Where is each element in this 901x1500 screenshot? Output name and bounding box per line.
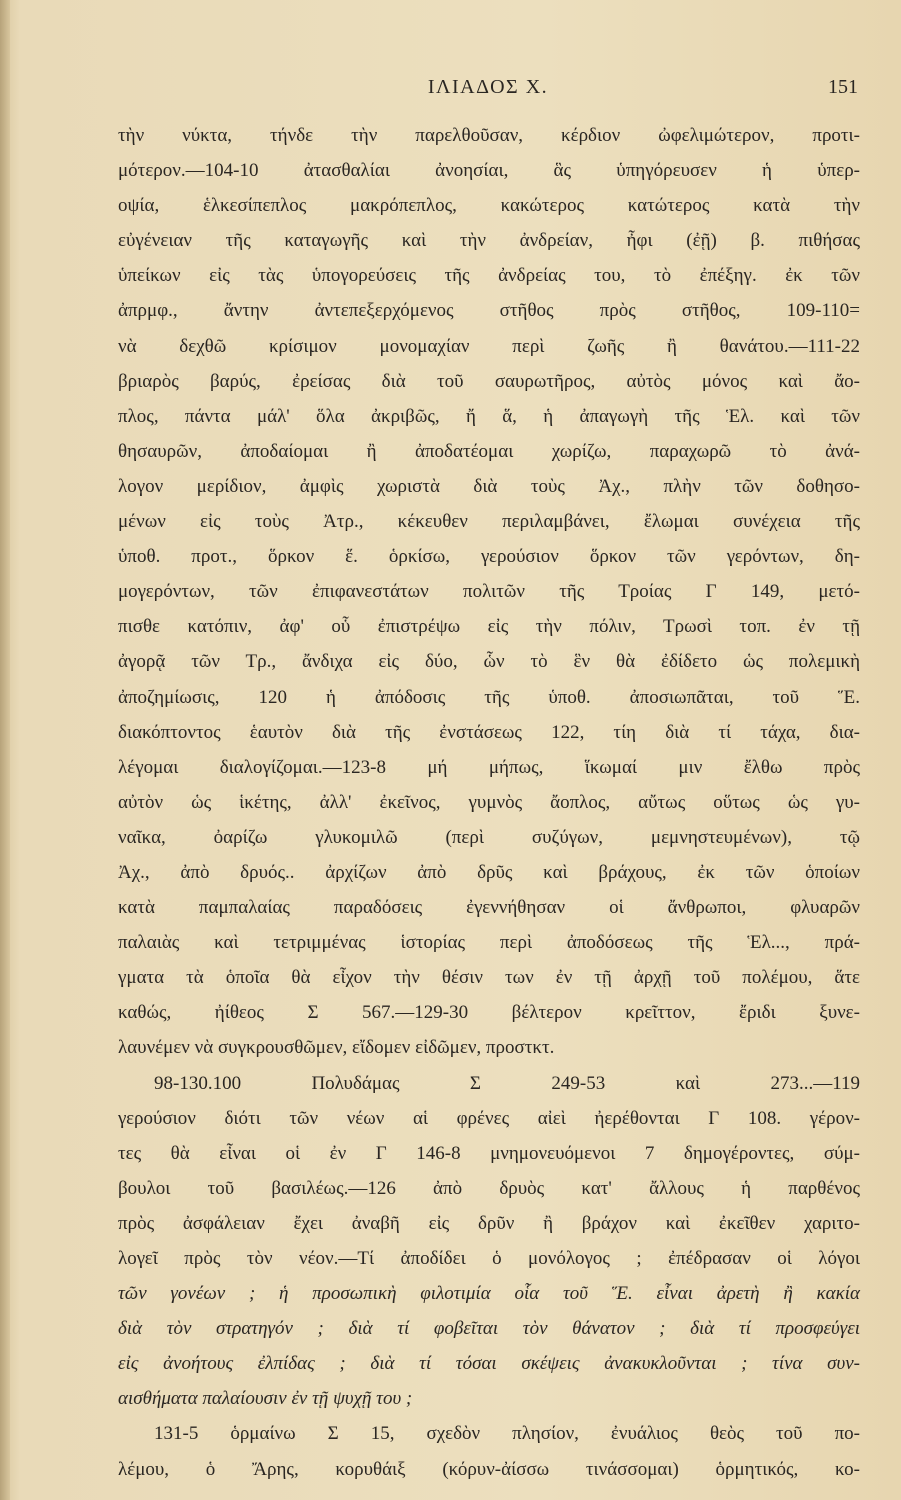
text-line: λέγομαι διαλογίζομαι.—123-8 μή μήπως, ἵκωμαί μιν ἔλθω πρὸς	[118, 756, 860, 778]
question-line: διὰ τὸν στρατηγόν ; διὰ τί φοβεῖται τὸν θάνατον ; διὰ τί προσφεύγει	[118, 1318, 860, 1340]
text-line: διακόπτοντος ἑαυτὸν διὰ τῆς ἐνστάσεως 122, τίη διὰ τί τάχα, δια-	[118, 721, 860, 743]
question-line: τῶν γονέων ; ἡ προσωπικὴ φιλοτιμία οἷα τοῦ Ἕ. εἶναι ἀρετὴ ἢ κακία	[118, 1283, 860, 1305]
text-line: κατὰ παμπαλαίας παραδόσεις ἐγεννήθησαν οἱ ἄνθρωποι, φλυαρῶν	[118, 897, 860, 919]
text-line: Ἀχ., ἀπὸ δρυός.. ἀρχίζων ἀπὸ δρῦς καὶ βράχους, ἐκ τῶν ὁποίων	[118, 861, 860, 883]
text-line: ἀπρμφ., ἄντην ἀντεπεξερχόμενος στῆθος πρὸς στῆθος, 109-110=	[118, 300, 860, 322]
question-line: αισθήματα παλαίουσιν ἐν τῇ ψυχῇ του ;	[118, 1388, 413, 1410]
text-line: βριαρὸς βαρύς, ἐρείσας διὰ τοῦ σαυρωτῆρος, αὐτὸς μόνος καὶ ἄο-	[118, 370, 860, 392]
text-line: λαυνέμεν νὰ συγκρουσθῶμεν, εἴδομεν εἰδῶμεν, προστκτ.	[118, 1037, 555, 1059]
text-line: γερούσιον διότι τῶν νέων αἱ φρένες αἰεὶ ἠερέθονται Γ 108. γέρον-	[118, 1107, 860, 1129]
text-line: εὐγένειαν τῆς καταγωγῆς καὶ τὴν ἀνδρείαν, ἦφι (ἐῇ) β. πιθήσας	[118, 230, 860, 252]
text-line: λογον μερίδιον, ἀμφὶς χωριστὰ διὰ τοὺς Ἀχ., πλὴν τῶν δοθησο-	[118, 475, 860, 497]
text-line: λέμου, ὁ Ἄρης, κορυθάιξ (κόρυν-ἀίσσω τινάσσομαι) ὁρμητικός, κο-	[118, 1458, 860, 1480]
text-line: ὑποθ. προτ., ὅρκον ἕ. ὁρκίσω, γερούσιον ὅρκον τῶν γερόντων, δη-	[118, 546, 860, 568]
section-heading-line: 131-5 ὁρμαίνω Σ 15, σχεδὸν πλησίον, ἐνυάλιος θεὸς τοῦ πο-	[154, 1423, 860, 1445]
text-line: ἀγορᾷ τῶν Τρ., ἄνδιχα εἰς δύο, ὧν τὸ ἓν θὰ ἐδίδετο ὡς πολεμικὴ	[118, 651, 860, 673]
text-line: τὴν νύκτα, τήνδε τὴν παρελθοῦσαν, κέρδιον ὠφελιμώτερον, προτι-	[118, 125, 860, 146]
text-line: τες θὰ εἶναι οἱ ἐν Γ 146-8 μνημονευόμενοι 7 δημογέροντες, σύμ-	[118, 1142, 860, 1164]
page-header	[118, 76, 858, 106]
text-line: ἀποζημίωσις, 120 ἡ ἀπόδοσις τῆς ὑποθ. ἀποσιωπᾶται, τοῦ Ἕ.	[118, 686, 860, 708]
text-line: βουλοι τοῦ βασιλέως.—126 ἀπὸ δρυὸς κατ' ἄλλους ἡ παρθένος	[118, 1177, 860, 1199]
text-line: πρὸς ἀσφάλειαν ἔχει ἀναβῆ εἰς δρῦν ἢ βράχον καὶ ἐκεῖθεν χαριτο-	[118, 1212, 860, 1234]
text-line: οψία, ἑλκεσίπεπλος μακρόπεπλος, κακώτερος κατώτερος κατὰ τὴν	[118, 195, 860, 217]
question-line: εἰς ἀνοήτους ἐλπίδας ; διὰ τί τόσαι σκέψεις ἀνακυκλοῦνται ; τίνα συν-	[118, 1353, 860, 1375]
text-line: αὐτὸν ὡς ἱκέτης, ἀλλ' ἐκεῖνος, γυμνὸς ἄοπλος, αὔτως οὕτως ὡς γυ-	[118, 791, 860, 813]
text-line: μένων εἰς τοὺς Ἀτρ., κέκευθεν περιλαμβάνει, ἔλωμαι συνέχεια τῆς	[118, 511, 860, 533]
page-number: 151	[828, 76, 858, 98]
text-line: ναῖκα, ὀαρίζω γλυκομιλῶ (περὶ συζύγων, μεμνηστευμένων), τῷ	[118, 826, 860, 848]
text-line: γματα τὰ ὁποῖα θὰ εἶχον τὴν θέσιν των ἐν τῇ ἀρχῇ τοῦ πολέμου, ἅτε	[118, 967, 860, 989]
text-line: μογερόντων, τῶν ἐπιφανεστάτων πολιτῶν τῆς Τροίας Γ 149, μετό-	[118, 581, 860, 603]
text-line: πλος, πάντα μάλ' ὅλα ἀκριβῶς, ἤ ἅ, ἡ ἀπαγωγὴ τῆς Ἑλ. καὶ τῶν	[118, 405, 860, 427]
text-line: θησαυρῶν, ἀποδαίομαι ἢ ἀποδατέομαι χωρίζω, παραχωρῶ τὸ ἀνά-	[118, 440, 860, 462]
text-line: λογεῖ πρὸς τὸν νέον.—Τί ἀποδίδει ὁ μονόλογος ; ἐπέδρασαν οἱ λόγοι	[118, 1248, 860, 1269]
commentary-text	[118, 118, 860, 1487]
text-line: ὑπείκων εἰς τὰς ὑπογορεύσεις τῆς ἀνδρείας του, τὸ ἐπέξηγ. ἐκ τῶν	[118, 265, 860, 287]
book-gutter	[0, 0, 10, 1500]
text-line: παλαιὰς καὶ τετριμμένας ἱστορίας περὶ ἀποδόσεως τῆς Ἑλ..., πρά-	[118, 932, 860, 954]
text-line: καθώς, ἠίθεος Σ 567.—129-30 βέλτερον κρεῖττον, ἔριδι ξυνε-	[118, 1002, 860, 1024]
section-heading-line: 98-130.100 Πολυδάμας Σ 249-53 καὶ 273...—119	[154, 1072, 860, 1094]
text-line: πισθε κατόπιν, ἀφ' οὗ ἐπιστρέψω εἰς τὴν πόλιν, Τρωσὶ τοπ. ἐν τῇ	[118, 616, 860, 638]
running-title: ΙΛΙΑΔΟΣ Χ.	[427, 76, 549, 98]
text-line: νὰ δεχθῶ κρίσιμον μονομαχίαν περὶ ζωῆς ἢ θανάτου.—111-22	[118, 335, 860, 357]
text-line: μότερον.—104-10 ἀτασθαλίαι ἀνοησίαι, ἃς ὑπηγόρευσεν ἡ ὑπερ-	[118, 160, 860, 182]
